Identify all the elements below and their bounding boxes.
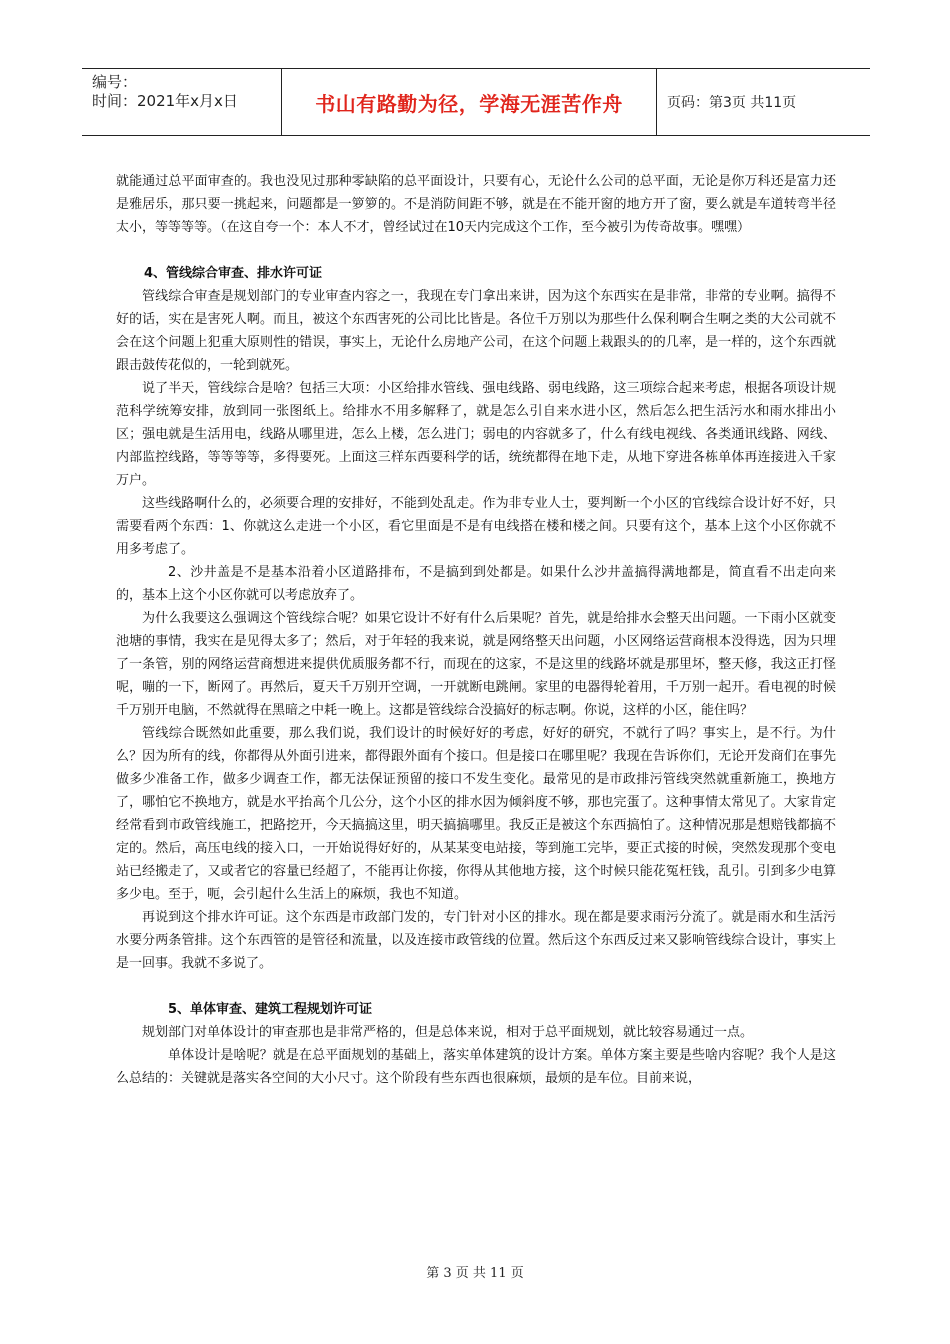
page-header xyxy=(82,68,870,136)
paragraph: 2、沙井盖是不是基本沿着小区道路排布，不是搞到到处都是。如果什么沙井盖搞得满地都是，简直看不出走向来的，基本上这个小区你就可以考虑放弃了。 xyxy=(116,565,836,603)
paragraph: 就能通过总平面审查的。我也没见过那种零缺陷的总平面设计，只要有心，无论什么公司的总平面，无论是你万科还是富力还是雅居乐，那只要一挑起来，问题都是一箩箩的。不是消防间距不够，就是在不能开窗的地方开了窗，要么就是车道转弯半径太小，等等等等。（在这自夸一个：本人不才，曾经试过在10天内完成这个工作，至今被引为传奇故事。嘿嘿） xyxy=(116,174,836,235)
section-heading-4: 4、管线综合审查、排水许可证 xyxy=(144,266,323,281)
page-footer: 第 3 页 共 11 页 xyxy=(426,1266,524,1281)
paragraph: 管线综合审查是规划部门的专业审查内容之一，我现在专门拿出来讲，因为这个东西实在是非常，非常的专业啊。搞得不好的话，实在是害死人啊。而且，被这个东西害死的公司比比皆是。各位千万别以为那些什么保利啊合生啊之类的大公司就不会在这个问题上犯重大原则性的错误，事实上，无论什么房地产公司，在这个问题上栽跟头的的几率，是一样的，这个东西就跟击鼓传花似的，一轮到就死。 xyxy=(116,289,836,373)
paragraph: 为什么我要这么强调这个管线综合呢？如果它设计不好有什么后果呢？首先，就是给排水会整天出问题。一下雨小区就变池塘的事情，我实在是见得太多了；然后，对于年轻的我来说，就是网络整天出问题，小区网络运营商根本没得选，因为只埋了一条管，别的网络运营商想进来提供优质服务都不行，而现在的这家，不是这里的线路坏就是那里坏，整天修，我这正打怪呢，嘣的一下，断网了。再然后，夏天千万别开空调，一开就断电跳闸。家里的电器得轮着用，千万别一起开。看电视的时候千万别开电脑，不然就得在黑暗之中耗一晚上。这都是管线综合没搞好的标志啊。你说，这样的小区，能住吗？ xyxy=(116,611,836,718)
paragraph: 再说到这个排水许可证。这个东西是市政部门发的，专门针对小区的排水。现在都是要求雨污分流了。就是雨水和生活污水要分两条管排。这个东西管的是管径和流量，以及连接市政管线的位置。然后这个东西反过来又影响管线综合设计，事实上是一回事。我就不多说了。 xyxy=(116,910,836,971)
header-motto: 书山有路勤为径，学海无涯苦作舟 xyxy=(282,69,657,135)
paragraph: 规划部门对单体设计的审查那也是非常严格的，但是总体来说，相对于总平面规划，就比较容易通过一点。 xyxy=(142,1025,754,1040)
paragraph: 管线综合既然如此重要，那么我们说，我们设计的时候好好的考虑，好好的研究，不就行了吗？事实上，是不行。为什么？因为所有的线，你都得从外面引进来，都得跟外面有个接口。但是接口在哪里呢？我现在告诉你们，无论开发商们在事先做多少准备工作，做多少调查工作，都无法保证预留的接口不发生变化。最常见的是市政排污管线突然就重新施工，换地方了，哪怕它不换地方，就是水平抬高个几公分，这个小区的排水因为倾斜度不够，那也完蛋了。这种事情太常见了。大家肯定经常看到市政管线施工，把路挖开，今天搞搞这里，明天搞搞哪里。我反正是被这个东西搞怕了。这种情况那是想赔钱都搞不定的。然后，高压电线的接入口，一开始说得好好的，从某某变电站接，等到施工完毕，要正式接的时候，突然发现那个变电站已经搬走了，又或者它的容量已经超了，不能再让你接，你得从其他地方接，这个时候只能花冤枉钱，乱引。引到多少电算多少电。至于，呃，会引起什么生活上的麻烦，我也不知道。 xyxy=(116,726,836,902)
header-meta xyxy=(82,69,282,135)
section-heading-5: 5、单体审查、建筑工程规划许可证 xyxy=(168,1002,373,1017)
document-body xyxy=(116,170,836,1090)
paragraph: 这些线路啊什么的，必须要合理的安排好，不能到处乱走。作为非专业人士，要判断一个小区的官线综合设计好不好，只需要看两个东西：1、你就这么走进一个小区，看它里面是不是有电线搭在楼和楼之间。只要有这个，基本上这个小区你就不用多考虑了。 xyxy=(116,496,836,557)
paragraph: 单体设计是啥呢？就是在总平面规划的基础上，落实单体建筑的设计方案。单体方案主要是些啥内容呢？我个人是这么总结的：关键就是落实各空间的大小尺寸。这个阶段有些东西也很麻烦，最烦的是车位。目前来说， xyxy=(116,1048,836,1086)
header-page-number: 页码：第3页 共11页 xyxy=(667,95,797,111)
paragraph: 说了半天，管线综合是啥？包括三大项：小区给排水管线、强电线路、弱电线路，这三项综合起来考虑，根据各项设计规范科学统筹安排，放到同一张图纸上。给排水不用多解释了，就是怎么引自来水进小区，然后怎么把生活污水和雨水排出小区；强电就是生活用电，线路从哪里进，怎么上楼，怎么进门；弱电的内容就多了，什么有线电视线、各类通讯线路、网线、内部监控线路，等等等等，多得要死。上面这三样东西要科学的话，统统都得在地下走，从地下穿进各栋单体再连接进入千家万户。 xyxy=(116,381,836,488)
document-date-label: 时间：2021年x月x日 xyxy=(92,92,238,110)
document-number-label: 编号： xyxy=(92,73,138,91)
